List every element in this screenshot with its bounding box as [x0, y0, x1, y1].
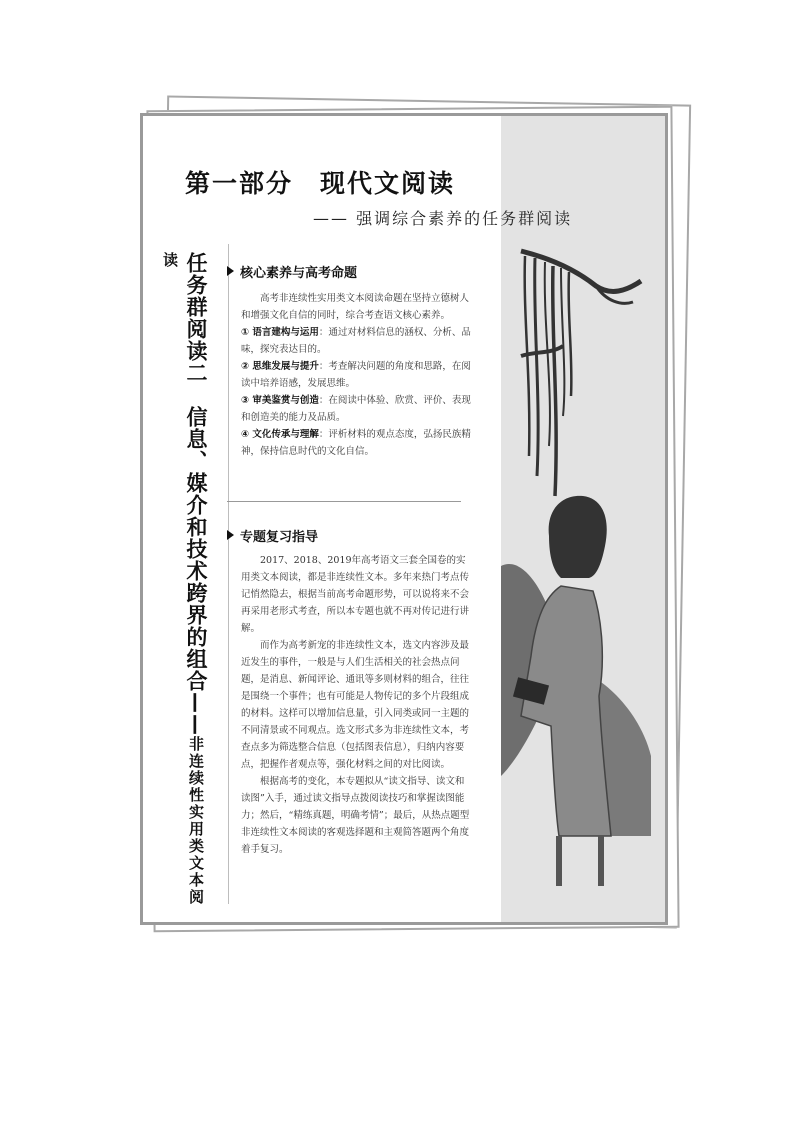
- section2-heading-text: 专题复习指导: [240, 530, 319, 545]
- literacy-item-1: [241, 324, 473, 358]
- review-paragraph-1: 2017、2018、2019年高考语文三套全国卷的实用类文本阅读，都是非连续性文本。多年来热门考点传记悄然隐去，根据当前高考命题形势，可以说将来不会再采用老形式考查，所以本专题也就不再对传记进行讲解。: [241, 555, 470, 634]
- literacy-item-text: ：考查解决问题的角度和思路，在阅读中培养语感，发展思维。: [241, 361, 471, 389]
- girl-figure: [513, 496, 611, 886]
- section-heading-review-guide: [227, 526, 318, 545]
- triangle-bullet-icon: [227, 266, 234, 276]
- literacy-item-label: ② 思维发展与提升: [241, 361, 319, 372]
- literacy-item-4: [241, 426, 473, 460]
- literacy-item-text: ：评析材料的观点态度，弘扬民族精神，保持信息时代的文化自信。: [241, 429, 471, 457]
- section-divider: [227, 501, 461, 502]
- illustration-girl-willow: [501, 116, 665, 922]
- literacy-item-text: ：通过对材料信息的涵权、分析、品味，探究表达目的。: [241, 327, 471, 355]
- section1-heading-text: 核心素养与高考命题: [240, 266, 358, 281]
- review-paragraph-3: 根据高考的变化，本专题拟从“读文指导、读文和读图”入手，通过读文指导点拨阅读技巧和掌握读图能力；然后，“精练真题，明确考情”；最后，从热点题型非连续性文本阅读的客观选择题和主观简答题两个角度着手复习。: [241, 776, 470, 855]
- vertical-title-main: 任务群阅读二 信息、媒介和技术跨界的组合——: [184, 252, 208, 736]
- literacy-item-label: ③ 审美鉴赏与创造: [241, 395, 319, 406]
- page-subtitle: —— 强调综合素养的任务群阅读: [313, 209, 573, 228]
- literacy-item-label: ① 语言建构与运用: [241, 327, 319, 338]
- literacy-item-2: [241, 358, 473, 392]
- section-heading-core-literacy: [227, 262, 357, 281]
- section1-intro: 高考非连续性实用类文本阅读命题在坚持立德树人和增强文化自信的同时，综合考查语文核心素养。: [241, 293, 470, 321]
- literacy-item-label: ④ 文化传承与理解: [241, 429, 319, 440]
- vertical-title-sub: 非连续性实用类文本阅读: [161, 252, 205, 906]
- vertical-divider: [228, 244, 229, 904]
- review-paragraph-2: 而作为高考新宠的非连续性文本，选文内容涉及最近发生的事件，一般是与人们生活相关的社会热点问题，是消息、新闻评论、通讯等多则材料的组合，往往是围绕一个事件；也有可能是人物传记的多个片段组成的材料。这样可以增加信息量，引入同类或同一主题的不同清景或不同观点。选文形式多为非连续性文本，考查点多为筛选整合信息（包括图表信息），归纳内容要点，把握作者观点等，强化材料之间的对比阅读。: [241, 640, 470, 770]
- triangle-bullet-icon: [227, 530, 234, 540]
- literacy-item-3: [241, 392, 473, 426]
- section2-body: [241, 552, 473, 858]
- vertical-section-title: [161, 252, 209, 922]
- page-title: 第一部分 现代文阅读: [185, 169, 456, 198]
- willow-branches: [521, 251, 641, 496]
- literacy-item-text: ：在阅读中体验、欣赏、评价、表现和创造美的能力及品质。: [241, 395, 471, 423]
- book-page: [140, 113, 668, 925]
- section1-body: [241, 290, 473, 460]
